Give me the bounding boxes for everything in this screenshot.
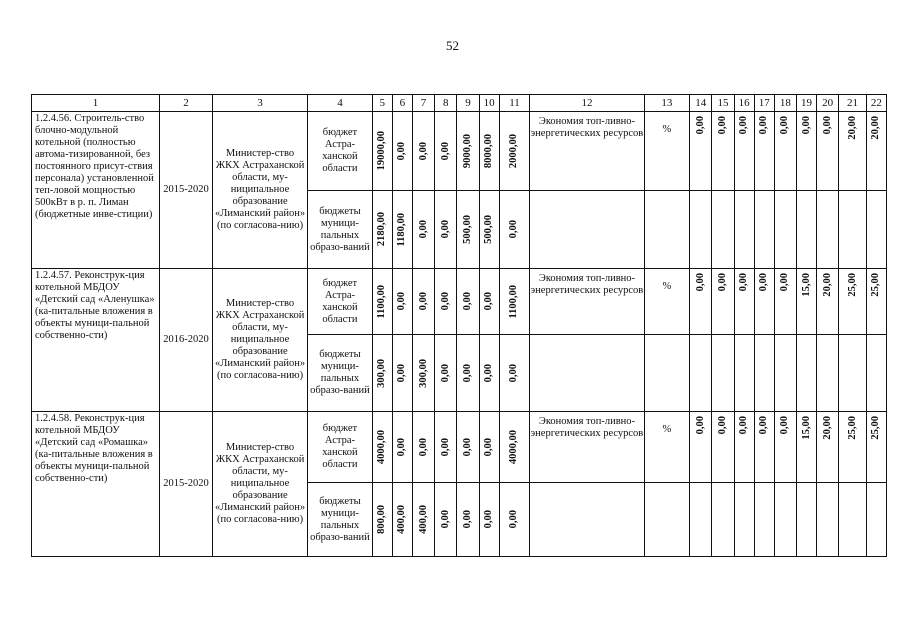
funding-value-text: 400,00 — [396, 505, 408, 534]
indicator-value-text: 0,00 — [716, 116, 728, 135]
empty-cell — [796, 335, 816, 412]
measure-years: 2015-2020 — [160, 412, 213, 557]
column-header-12: 12 — [530, 95, 644, 112]
funding-value — [499, 269, 530, 335]
funding-value — [479, 412, 499, 483]
column-header-19: 19 — [796, 95, 816, 112]
indicator-unit: % — [644, 112, 690, 191]
funding-value — [479, 112, 499, 191]
funding-value — [457, 269, 479, 335]
column-header-20: 20 — [817, 95, 839, 112]
funding-value-text: 4000,00 — [508, 429, 520, 465]
funding-value-text: 0,00 — [439, 141, 451, 161]
empty-cell — [644, 191, 690, 269]
indicator-value-text: 0,00 — [738, 116, 750, 135]
funding-value-text: 0,00 — [396, 437, 408, 457]
column-header-2: 2 — [160, 95, 213, 112]
indicator-value — [690, 112, 712, 191]
indicator-value — [734, 112, 754, 191]
measure-years: 2015-2020 — [160, 112, 213, 269]
column-header-16: 16 — [734, 95, 754, 112]
funding-value-text: 0,00 — [483, 510, 495, 529]
indicator-value — [839, 269, 867, 335]
column-header-5: 5 — [372, 95, 392, 112]
funding-value — [372, 112, 392, 191]
funding-value — [392, 269, 412, 335]
empty-cell — [774, 335, 796, 412]
indicator-unit: % — [644, 412, 690, 483]
indicator-value-text: 0,00 — [758, 116, 770, 135]
indicator-value-text: 0,00 — [758, 416, 770, 435]
empty-cell — [530, 483, 644, 557]
indicator-value-text: 0,00 — [800, 116, 812, 135]
indicator-value-text: 0,00 — [779, 416, 791, 435]
indicator-value-text: 0,00 — [694, 116, 706, 135]
funding-value — [499, 112, 530, 191]
funding-value-text: 2000,00 — [508, 133, 520, 169]
funding-value-text: 4000,00 — [376, 429, 388, 465]
funding-value — [499, 191, 530, 269]
column-header-14: 14 — [690, 95, 712, 112]
funding-value — [435, 112, 457, 191]
funding-source: бюджеты муници-пальных образо-ваний — [308, 483, 373, 557]
indicator-value-text: 20,00 — [846, 116, 858, 140]
indicator-value — [817, 412, 839, 483]
funding-value-text: 0,00 — [483, 292, 495, 311]
funding-value — [372, 483, 392, 557]
funding-value-text: 0,00 — [396, 141, 408, 161]
empty-cell — [712, 483, 734, 557]
column-header-3: 3 — [212, 95, 307, 112]
funding-value — [412, 191, 434, 269]
funding-value — [499, 412, 530, 483]
column-header-6: 6 — [392, 95, 412, 112]
indicator-value — [866, 412, 886, 483]
column-header-9: 9 — [457, 95, 479, 112]
funding-value — [392, 335, 412, 412]
indicator-value — [712, 412, 734, 483]
funding-value — [499, 483, 530, 557]
funding-value-text: 0,00 — [483, 363, 495, 383]
funding-value — [457, 483, 479, 557]
funding-value-text: 0,00 — [396, 292, 408, 311]
measure-name: 1.2.4.57. Реконструк-ция котельной МБДОУ «Детский сад «Аленушка» (ка-питальные вложения в объекты муници-пальной собственно-сти) — [32, 269, 160, 412]
funding-value-text: 0,00 — [461, 437, 473, 457]
funding-value-text: 0,00 — [417, 437, 429, 457]
indicator-value-text: 25,00 — [846, 416, 858, 440]
funding-value — [479, 335, 499, 412]
indicator-value — [754, 112, 774, 191]
funding-value-text: 0,00 — [417, 220, 429, 239]
column-header-8: 8 — [435, 95, 457, 112]
funding-value-text: 0,00 — [461, 292, 473, 311]
indicator-value — [796, 269, 816, 335]
funding-source: бюджеты муници-пальных образо-ваний — [308, 335, 373, 412]
empty-cell — [817, 191, 839, 269]
funding-value-text: 0,00 — [508, 510, 520, 529]
funding-value-text: 0,00 — [439, 292, 451, 311]
funding-value — [372, 191, 392, 269]
indicator-name: Экономия топ-ливно-энергетических ресурсов — [530, 112, 644, 191]
indicator-value — [839, 112, 867, 191]
indicator-name: Экономия топ-ливно-энергетических ресурсов — [530, 269, 644, 335]
funding-value-text: 0,00 — [417, 292, 429, 311]
measure-name: 1.2.4.58. Реконструк-ция котельной МБДОУ «Детский сад «Ромашка» (ка-питальные вложения в объекты муници-пальной собственно-сти) — [32, 412, 160, 557]
header-row — [32, 95, 887, 112]
funding-source: бюджеты муници-пальных образо-ваний — [308, 191, 373, 269]
funding-value — [435, 335, 457, 412]
funding-value — [479, 483, 499, 557]
empty-cell — [690, 191, 712, 269]
indicator-value — [774, 412, 796, 483]
indicator-value-text: 25,00 — [870, 273, 882, 297]
empty-cell — [690, 335, 712, 412]
empty-cell — [754, 191, 774, 269]
empty-cell — [712, 335, 734, 412]
table-row — [32, 269, 887, 335]
funding-value-text: 8000,00 — [483, 133, 495, 169]
empty-cell — [774, 483, 796, 557]
funding-value-text: 0,00 — [483, 437, 495, 457]
funding-source: бюджет Астра-ханской области — [308, 269, 373, 335]
funding-value — [412, 412, 434, 483]
indicator-value-text: 0,00 — [779, 273, 791, 292]
funding-value-text: 0,00 — [508, 220, 520, 239]
table-body — [32, 112, 887, 557]
empty-cell — [644, 335, 690, 412]
measure-name: 1.2.4.56. Строитель-ство блочно-модульной котельной (полностью автома-тизированной, без постоянного присут-ствия персонала) установленной теп-ловой мощностью 500кВт в р. п. Лиман (бюджетные инве-стиции) — [32, 112, 160, 269]
indicator-value-text: 25,00 — [870, 416, 882, 440]
indicator-value — [774, 112, 796, 191]
measure-executor: Министер-ство ЖКХ Астраханской области, му-ниципальное образование «Лиманский район» (по согласова-нию) — [212, 112, 307, 269]
indicator-value-text: 0,00 — [821, 116, 833, 135]
indicator-value-text: 0,00 — [779, 116, 791, 135]
page-number: 52 — [446, 38, 459, 53]
indicator-name: Экономия топ-ливно-энергетических ресурсов — [530, 412, 644, 483]
funding-value — [412, 269, 434, 335]
funding-value — [392, 112, 412, 191]
funding-value — [372, 412, 392, 483]
measure-years: 2016-2020 — [160, 269, 213, 412]
funding-value-text: 300,00 — [417, 358, 429, 388]
column-header-10: 10 — [479, 95, 499, 112]
funding-value — [392, 412, 412, 483]
empty-cell — [839, 335, 867, 412]
column-header-13: 13 — [644, 95, 690, 112]
funding-value — [435, 483, 457, 557]
program-table — [31, 94, 887, 557]
funding-value — [499, 335, 530, 412]
empty-cell — [530, 335, 644, 412]
funding-value-text: 1100,00 — [508, 284, 520, 319]
funding-value — [457, 112, 479, 191]
funding-value-text: 0,00 — [439, 437, 451, 457]
empty-cell — [866, 335, 886, 412]
indicator-value-text: 0,00 — [694, 416, 706, 435]
empty-cell — [796, 483, 816, 557]
indicator-value-text: 20,00 — [870, 116, 882, 140]
indicator-value — [866, 269, 886, 335]
funding-value — [435, 191, 457, 269]
funding-value — [479, 269, 499, 335]
funding-value — [479, 191, 499, 269]
funding-value-text: 1180,00 — [396, 212, 408, 247]
funding-value — [412, 112, 434, 191]
indicator-value — [817, 112, 839, 191]
indicator-value-text: 0,00 — [738, 416, 750, 435]
table-row — [32, 112, 887, 191]
empty-cell — [734, 335, 754, 412]
column-header-15: 15 — [712, 95, 734, 112]
indicator-value-text: 15,00 — [800, 416, 812, 440]
empty-cell — [734, 483, 754, 557]
funding-value — [412, 335, 434, 412]
empty-cell — [866, 483, 886, 557]
funding-value-text: 0,00 — [396, 363, 408, 383]
empty-cell — [530, 191, 644, 269]
indicator-value-text: 0,00 — [758, 273, 770, 292]
funding-value — [457, 191, 479, 269]
column-header-7: 7 — [412, 95, 434, 112]
empty-cell — [866, 191, 886, 269]
funding-value-text: 400,00 — [417, 505, 429, 534]
indicator-value — [796, 112, 816, 191]
indicator-value — [754, 269, 774, 335]
indicator-value-text: 20,00 — [821, 416, 833, 440]
funding-value-text: 300,00 — [376, 358, 388, 388]
column-header-17: 17 — [754, 95, 774, 112]
indicator-value — [690, 269, 712, 335]
funding-value-text: 800,00 — [376, 505, 388, 534]
funding-value-text: 0,00 — [439, 363, 451, 383]
funding-source: бюджет Астра-ханской области — [308, 112, 373, 191]
funding-source: бюджет Астра-ханской области — [308, 412, 373, 483]
indicator-unit: % — [644, 269, 690, 335]
funding-value-text: 2180,00 — [376, 212, 388, 247]
indicator-value — [817, 269, 839, 335]
funding-value — [412, 483, 434, 557]
funding-value-text: 0,00 — [439, 510, 451, 529]
empty-cell — [754, 335, 774, 412]
funding-value — [372, 335, 392, 412]
indicator-value-text: 20,00 — [821, 273, 833, 297]
funding-value-text: 0,00 — [417, 141, 429, 161]
funding-value-text: 19000,00 — [376, 131, 388, 171]
column-header-21: 21 — [839, 95, 867, 112]
indicator-value — [712, 112, 734, 191]
funding-value-text: 0,00 — [461, 510, 473, 529]
indicator-value — [734, 269, 754, 335]
funding-value-text: 500,00 — [461, 215, 473, 244]
empty-cell — [817, 483, 839, 557]
indicator-value — [796, 412, 816, 483]
indicator-value — [774, 269, 796, 335]
indicator-value-text: 0,00 — [738, 273, 750, 292]
funding-value-text: 0,00 — [508, 363, 520, 383]
indicator-value — [839, 412, 867, 483]
empty-cell — [754, 483, 774, 557]
measure-executor: Министер-ство ЖКХ Астраханской области, му-ниципальное образование «Лиманский район» (по согласова-нию) — [212, 269, 307, 412]
indicator-value — [754, 412, 774, 483]
empty-cell — [817, 335, 839, 412]
empty-cell — [712, 191, 734, 269]
funding-value-text: 9000,00 — [461, 133, 473, 169]
empty-cell — [839, 191, 867, 269]
empty-cell — [839, 483, 867, 557]
indicator-value — [690, 412, 712, 483]
empty-cell — [734, 191, 754, 269]
column-header-4: 4 — [308, 95, 373, 112]
indicator-value-text: 0,00 — [716, 416, 728, 435]
column-header-22: 22 — [866, 95, 886, 112]
funding-value — [392, 191, 412, 269]
indicator-value-text: 0,00 — [694, 273, 706, 292]
empty-cell — [644, 483, 690, 557]
indicator-value — [712, 269, 734, 335]
funding-value — [392, 483, 412, 557]
funding-value — [372, 269, 392, 335]
funding-value-text: 1100,00 — [376, 284, 388, 319]
measure-executor: Министер-ство ЖКХ Астраханской области, му-ниципальное образование «Лиманский район» (по согласова-нию) — [212, 412, 307, 557]
column-header-11: 11 — [499, 95, 530, 112]
indicator-value — [734, 412, 754, 483]
funding-value — [457, 335, 479, 412]
indicator-value — [866, 112, 886, 191]
funding-value-text: 500,00 — [483, 215, 495, 244]
funding-value-text: 0,00 — [439, 220, 451, 239]
funding-value-text: 0,00 — [461, 363, 473, 383]
empty-cell — [690, 483, 712, 557]
column-header-1: 1 — [32, 95, 160, 112]
table-row — [32, 412, 887, 483]
indicator-value-text: 15,00 — [800, 273, 812, 297]
funding-value — [457, 412, 479, 483]
funding-value — [435, 269, 457, 335]
indicator-value-text: 0,00 — [716, 273, 728, 292]
funding-value — [435, 412, 457, 483]
column-header-18: 18 — [774, 95, 796, 112]
empty-cell — [796, 191, 816, 269]
empty-cell — [774, 191, 796, 269]
indicator-value-text: 25,00 — [846, 273, 858, 297]
